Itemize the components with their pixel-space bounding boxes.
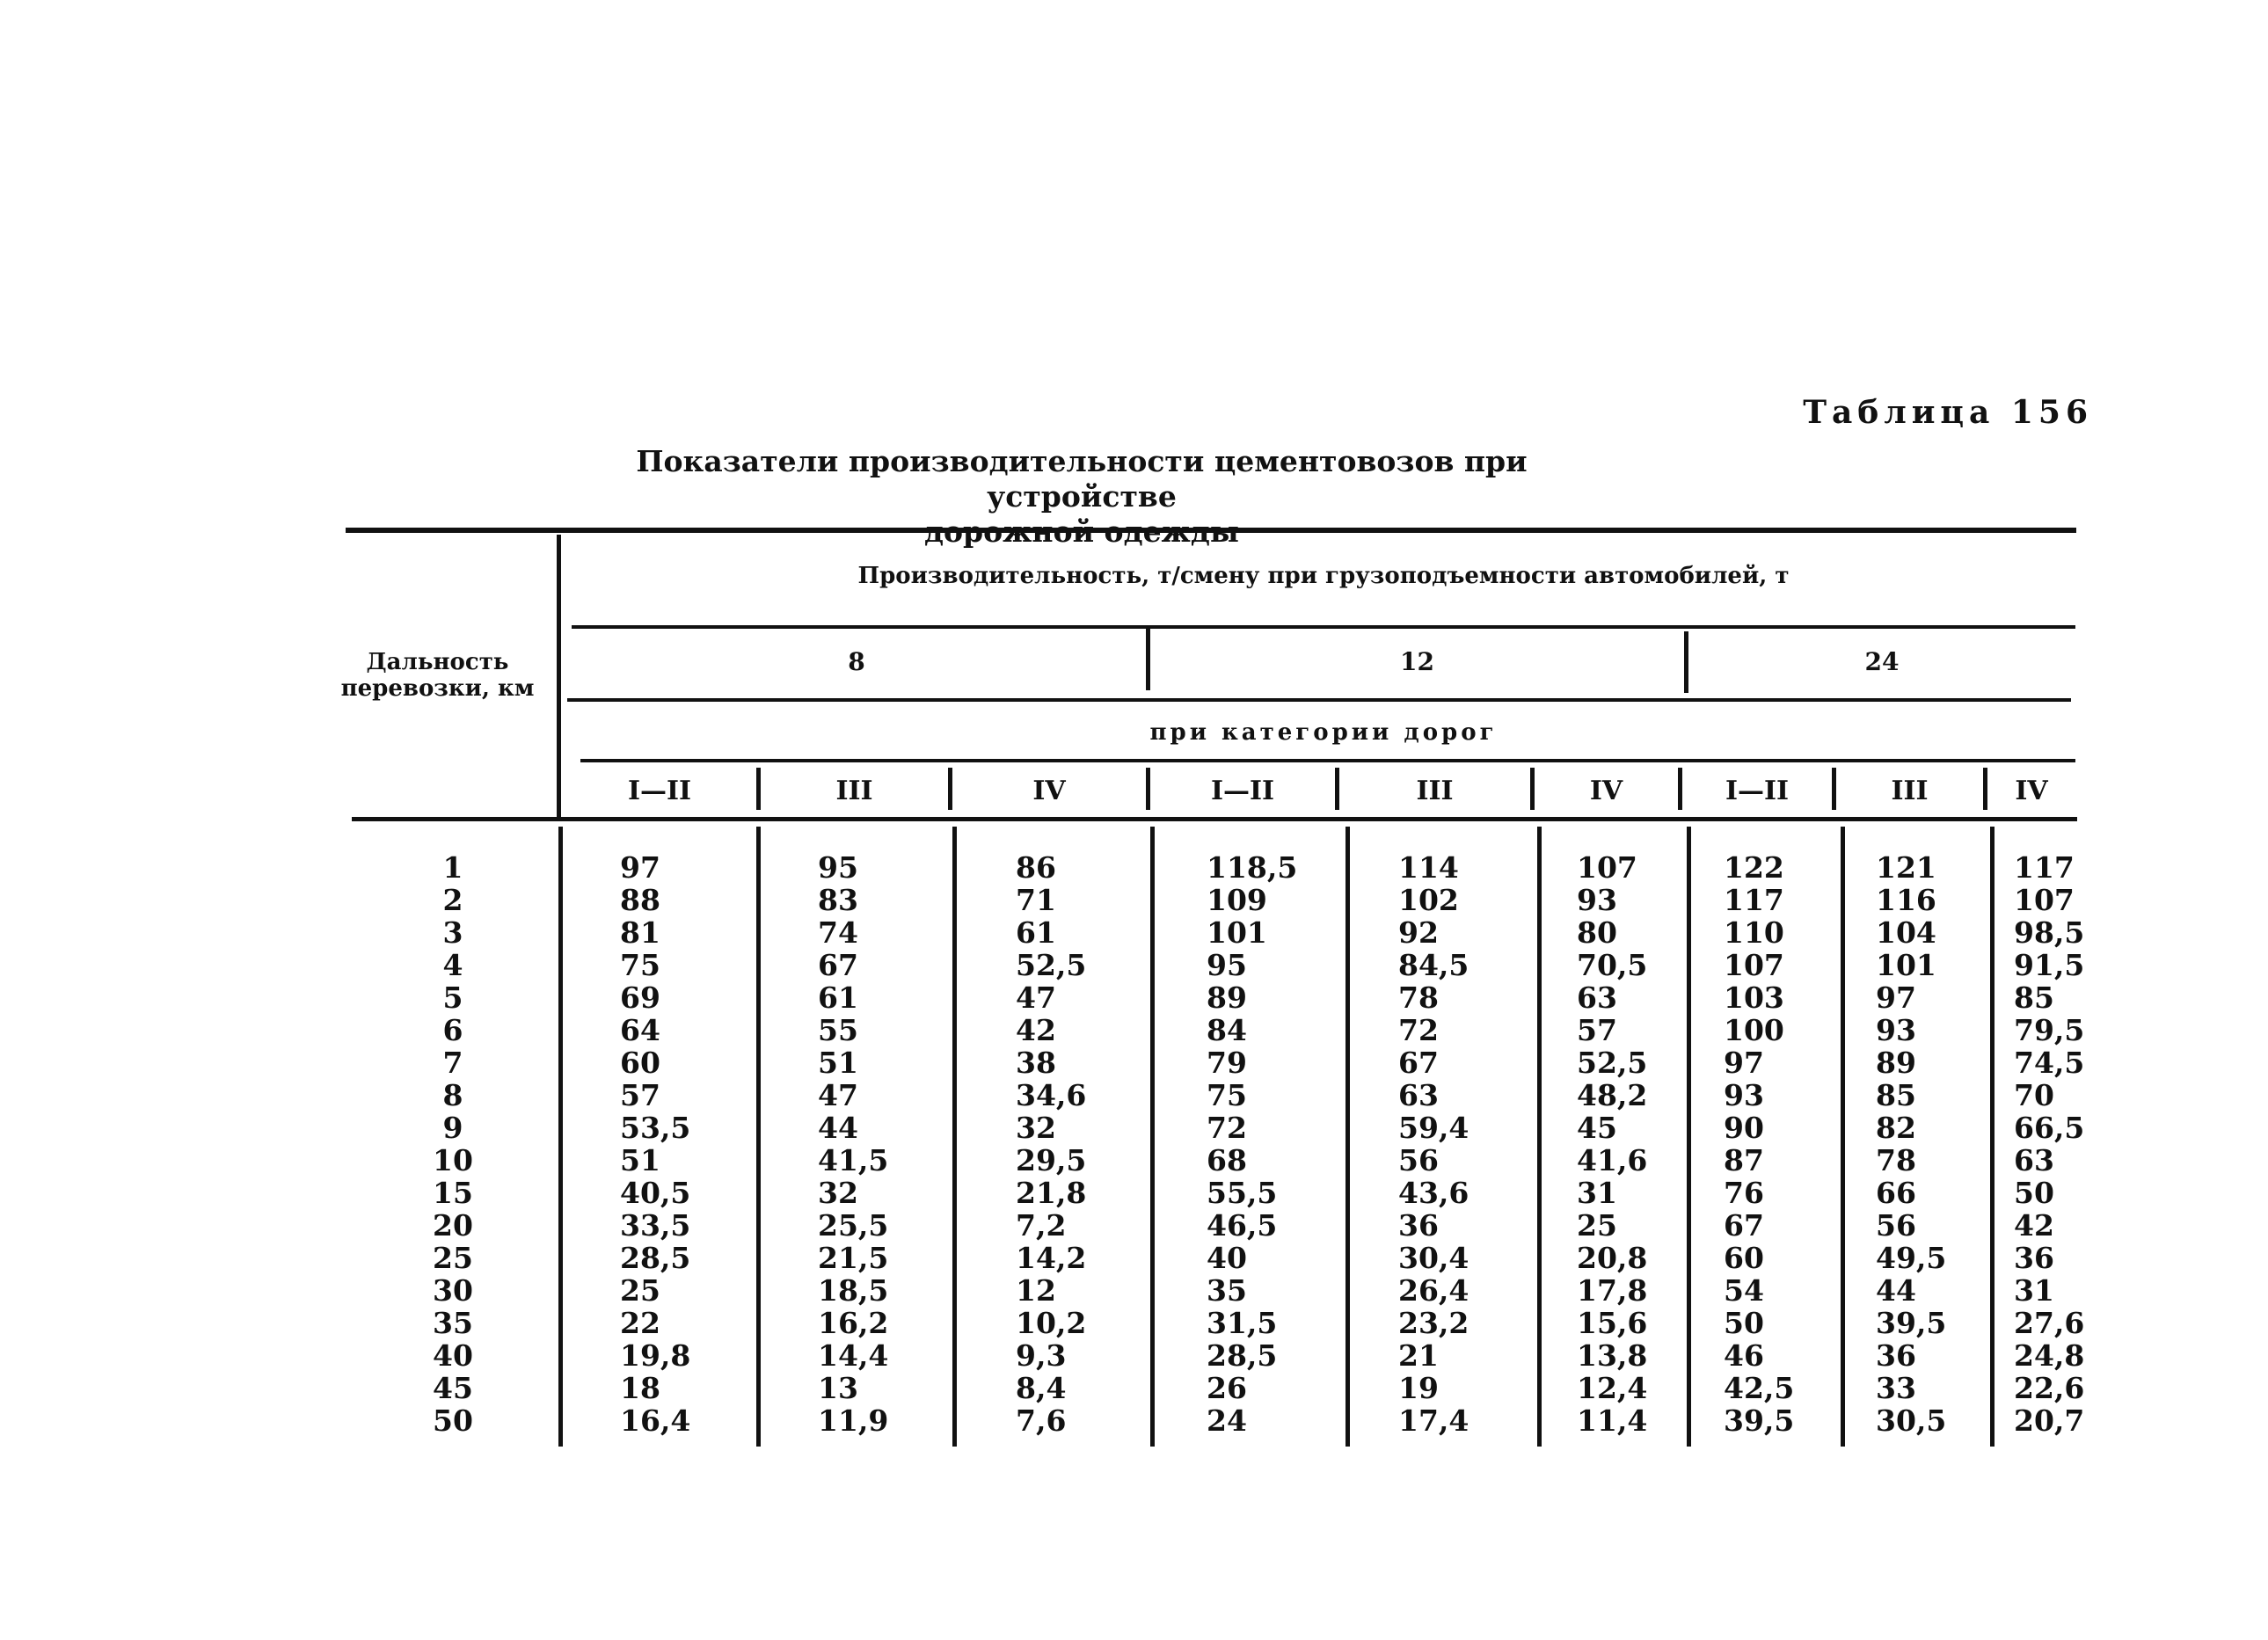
table-cell: 121 xyxy=(1876,850,1936,885)
table-cell: 12,4 xyxy=(1577,1371,1648,1405)
table-cell: 39,5 xyxy=(1724,1403,1795,1438)
table-cell: 28,5 xyxy=(1207,1338,1278,1373)
body-divider-0 xyxy=(558,827,563,1447)
table-cell: 2 xyxy=(442,883,463,917)
table-cell: 79 xyxy=(1207,1046,1247,1080)
column-24t-iv xyxy=(2014,851,2084,1437)
table-cell: 25 xyxy=(620,1273,660,1308)
table-cell: 35 xyxy=(433,1306,473,1340)
table-cell: 97 xyxy=(620,850,660,885)
table-cell: 102 xyxy=(1398,883,1459,917)
body-divider-1 xyxy=(756,827,761,1447)
table-cell: 61 xyxy=(818,980,858,1015)
table-cell: 47 xyxy=(818,1078,858,1112)
table-cell: 20 xyxy=(433,1208,473,1243)
category-12t-iii: III xyxy=(1416,776,1454,806)
table-cell: 10 xyxy=(433,1143,473,1177)
table-cell: 84 xyxy=(1207,1013,1247,1047)
table-cell: 67 xyxy=(1398,1046,1439,1080)
table-cell: 86 xyxy=(1016,850,1056,885)
table-cell: 39,5 xyxy=(1876,1306,1947,1340)
table-cell: 14,4 xyxy=(818,1338,889,1373)
category-rule xyxy=(580,759,2075,762)
table-title-line-1: Показатели производительности цементовозов при устройстве xyxy=(636,444,1528,514)
table-cell: 15 xyxy=(433,1176,473,1210)
body-divider-3 xyxy=(1150,827,1155,1447)
table-cell: 78 xyxy=(1398,980,1439,1015)
table-cell: 41,5 xyxy=(818,1143,889,1177)
table-cell: 30,4 xyxy=(1398,1241,1469,1275)
table-cell: 41,6 xyxy=(1577,1143,1648,1177)
body-divider-5 xyxy=(1537,827,1542,1447)
column-24t-i-ii xyxy=(1724,851,1794,1437)
table-cell: 101 xyxy=(1876,948,1936,982)
table-cell: 44 xyxy=(818,1111,858,1145)
table-cell: 93 xyxy=(1876,1013,1916,1047)
table-cell: 49,5 xyxy=(1876,1241,1947,1275)
table-cell: 16,4 xyxy=(620,1403,691,1438)
table-cell: 28,5 xyxy=(620,1241,691,1275)
table-cell: 66 xyxy=(1876,1176,1916,1210)
table-cell: 40,5 xyxy=(620,1176,691,1210)
table-cell: 50 xyxy=(433,1403,473,1438)
table-cell: 8,4 xyxy=(1016,1371,1067,1405)
table-cell: 29,5 xyxy=(1016,1143,1087,1177)
table-cell: 20,8 xyxy=(1577,1241,1648,1275)
table-cell: 38 xyxy=(1016,1046,1056,1080)
table-cell: 32 xyxy=(818,1176,858,1210)
table-cell: 107 xyxy=(2014,883,2075,917)
table-cell: 9 xyxy=(442,1111,463,1145)
table-cell: 31 xyxy=(2014,1273,2054,1308)
table-cell: 50 xyxy=(2014,1176,2054,1210)
table-cell: 103 xyxy=(1724,980,1784,1015)
table-cell: 70 xyxy=(2014,1078,2054,1112)
table-cell: 80 xyxy=(1577,915,1617,950)
table-cell: 42 xyxy=(1016,1013,1056,1047)
table-cell: 100 xyxy=(1724,1013,1784,1047)
table-cell: 51 xyxy=(620,1143,660,1177)
category-24t-iv: IV xyxy=(2015,776,2048,806)
table-cell: 91,5 xyxy=(2014,948,2085,982)
table-cell: 79,5 xyxy=(2014,1013,2085,1047)
table-cell: 31,5 xyxy=(1207,1306,1278,1340)
table-cell: 55 xyxy=(818,1013,858,1047)
table-cell: 104 xyxy=(1876,915,1936,950)
table-cell: 55,5 xyxy=(1207,1176,1278,1210)
table-cell: 25 xyxy=(433,1241,473,1275)
table-cell: 71 xyxy=(1016,883,1056,917)
table-title xyxy=(616,444,1548,550)
table-cell: 17,4 xyxy=(1398,1403,1469,1438)
table-cell: 84,5 xyxy=(1398,948,1469,982)
table-cell: 64 xyxy=(620,1013,660,1047)
table-cell: 27,6 xyxy=(2014,1306,2085,1340)
table-cell: 25 xyxy=(1577,1208,1617,1243)
table-cell: 13,8 xyxy=(1577,1338,1648,1373)
table-cell: 42,5 xyxy=(1724,1371,1795,1405)
table-cell: 26 xyxy=(1207,1371,1247,1405)
table-cell: 36 xyxy=(1398,1208,1439,1243)
table-cell: 78 xyxy=(1876,1143,1916,1177)
table-cell: 101 xyxy=(1207,915,1267,950)
table-cell: 45 xyxy=(1577,1111,1617,1145)
table-cell: 53,5 xyxy=(620,1111,691,1145)
table-cell: 43,6 xyxy=(1398,1176,1469,1210)
category-8t-iii: III xyxy=(835,776,873,806)
table-cell: 7,6 xyxy=(1016,1403,1067,1438)
body-divider-8 xyxy=(1990,827,1995,1447)
table-cell: 122 xyxy=(1724,850,1784,885)
table-cell: 60 xyxy=(1724,1241,1764,1275)
table-cell: 97 xyxy=(1724,1046,1764,1080)
table-cell: 89 xyxy=(1876,1046,1916,1080)
table-cell: 3 xyxy=(442,915,463,950)
table-cell: 81 xyxy=(620,915,660,950)
distance-column xyxy=(387,851,519,1437)
table-cell: 10,2 xyxy=(1016,1306,1087,1340)
table-cell: 20,7 xyxy=(2014,1403,2085,1438)
table-cell: 42 xyxy=(2014,1208,2054,1243)
table-cell: 52,5 xyxy=(1577,1046,1648,1080)
capacity-12: 12 xyxy=(1400,647,1434,676)
column-8t-i-ii xyxy=(620,851,690,1437)
table-cell: 7,2 xyxy=(1016,1208,1067,1243)
table-cell: 18 xyxy=(620,1371,660,1405)
table-cell: 67 xyxy=(818,948,858,982)
table-cell: 47 xyxy=(1016,980,1056,1015)
table-cell: 66,5 xyxy=(2014,1111,2085,1145)
table-cell: 21,8 xyxy=(1016,1176,1087,1210)
table-cell: 117 xyxy=(2014,850,2075,885)
table-cell: 45 xyxy=(433,1371,473,1405)
table-cell: 59,4 xyxy=(1398,1111,1469,1145)
table-cell: 60 xyxy=(620,1046,660,1080)
road-category-rule xyxy=(567,698,2071,702)
table-cell: 70,5 xyxy=(1577,948,1648,982)
table-cell: 46 xyxy=(1724,1338,1764,1373)
table-cell: 8 xyxy=(442,1078,463,1112)
table-cell: 46,5 xyxy=(1207,1208,1278,1243)
table-cell: 17,8 xyxy=(1577,1273,1648,1308)
table-cell: 5 xyxy=(442,980,463,1015)
table-cell: 110 xyxy=(1724,915,1784,950)
column-8t-iii xyxy=(818,851,888,1437)
table-cell: 1 xyxy=(442,850,463,885)
category-12t-iv: IV xyxy=(1589,776,1623,806)
table-cell: 56 xyxy=(1876,1208,1916,1243)
table-cell: 85 xyxy=(1876,1078,1916,1112)
category-8t-i-ii: I—II xyxy=(627,776,692,806)
table-cell: 51 xyxy=(818,1046,858,1080)
body-divider-2 xyxy=(952,827,957,1447)
table-cell: 26,4 xyxy=(1398,1273,1469,1308)
table-cell: 21 xyxy=(1398,1338,1439,1373)
table-cell: 4 xyxy=(442,948,463,982)
column-24t-iii xyxy=(1876,851,1946,1437)
body-divider-4 xyxy=(1345,827,1350,1447)
table-cell: 33 xyxy=(1876,1371,1916,1405)
table-cell: 19 xyxy=(1398,1371,1439,1405)
table-cell: 95 xyxy=(818,850,858,885)
body-divider-6 xyxy=(1687,827,1691,1447)
capacity-rule xyxy=(572,625,2075,629)
capacity-24: 24 xyxy=(1864,647,1900,676)
table-cell: 116 xyxy=(1876,883,1936,917)
table-cell: 18,5 xyxy=(818,1273,889,1308)
productivity-header: Производительность, т/смену при грузоподъемности автомобилей, т xyxy=(857,563,1790,589)
table-cell: 88 xyxy=(620,883,660,917)
category-12t-i-ii: I—II xyxy=(1210,776,1275,806)
table-cell: 6 xyxy=(442,1013,463,1047)
table-cell: 54 xyxy=(1724,1273,1764,1308)
table-cell: 89 xyxy=(1207,980,1247,1015)
table-cell: 74 xyxy=(818,915,858,950)
table-cell: 117 xyxy=(1724,883,1784,917)
category-8t-iv: IV xyxy=(1032,776,1066,806)
table-cell: 9,3 xyxy=(1016,1338,1067,1373)
table-cell: 118,5 xyxy=(1207,850,1298,885)
body-divider-7 xyxy=(1841,827,1845,1447)
stub-divider xyxy=(557,535,561,818)
table-cell: 67 xyxy=(1724,1208,1764,1243)
table-cell: 48,2 xyxy=(1577,1078,1648,1112)
table-cell: 63 xyxy=(1398,1078,1439,1112)
table-cell: 93 xyxy=(1577,883,1617,917)
table-cell: 31 xyxy=(1577,1176,1617,1210)
category-24t-iii: III xyxy=(1891,776,1929,806)
table-cell: 109 xyxy=(1207,883,1267,917)
table-cell: 61 xyxy=(1016,915,1056,950)
table-cell: 33,5 xyxy=(620,1208,691,1243)
table-cell: 24,8 xyxy=(2014,1338,2085,1373)
road-category-header: при категории дорог xyxy=(1149,719,1498,746)
table-cell: 25,5 xyxy=(818,1208,889,1243)
table-cell: 23,2 xyxy=(1398,1306,1469,1340)
column-8t-iv xyxy=(1016,851,1086,1437)
capacity-8: 8 xyxy=(848,647,865,676)
distance-header: Дальность перевозки, км xyxy=(340,649,535,702)
table-cell: 63 xyxy=(1577,980,1617,1015)
table-cell: 15,6 xyxy=(1577,1306,1648,1340)
column-12t-iv xyxy=(1577,851,1647,1437)
table-cell: 57 xyxy=(1577,1013,1617,1047)
table-cell: 32 xyxy=(1016,1111,1056,1145)
table-cell: 83 xyxy=(818,883,858,917)
table-cell: 14,2 xyxy=(1016,1241,1087,1275)
table-cell: 95 xyxy=(1207,948,1247,982)
table-cell: 85 xyxy=(2014,980,2054,1015)
table-cell: 16,2 xyxy=(818,1306,889,1340)
table-cell: 68 xyxy=(1207,1143,1247,1177)
table-cell: 36 xyxy=(1876,1338,1916,1373)
table-cell: 63 xyxy=(2014,1143,2054,1177)
header-bottom-rule xyxy=(352,817,2077,821)
column-12t-i-ii xyxy=(1207,851,1297,1437)
table-cell: 30 xyxy=(433,1273,473,1308)
table-cell: 36 xyxy=(2014,1241,2054,1275)
table-cell: 22 xyxy=(620,1306,660,1340)
table-cell: 69 xyxy=(620,980,660,1015)
table-cell: 24 xyxy=(1207,1403,1247,1438)
table-cell: 72 xyxy=(1398,1013,1439,1047)
table-cell: 107 xyxy=(1577,850,1637,885)
category-24t-i-ii: I—II xyxy=(1725,776,1790,806)
table-cell: 82 xyxy=(1876,1111,1916,1145)
column-12t-iii xyxy=(1398,851,1469,1437)
table-cell: 74,5 xyxy=(2014,1046,2085,1080)
table-cell: 75 xyxy=(620,948,660,982)
table-cell: 40 xyxy=(433,1338,473,1373)
table-cell: 11,4 xyxy=(1577,1403,1648,1438)
table-cell: 22,6 xyxy=(2014,1371,2085,1405)
table-cell: 90 xyxy=(1724,1111,1764,1145)
table-cell: 114 xyxy=(1398,850,1459,885)
table-cell: 93 xyxy=(1724,1078,1764,1112)
table-cell: 56 xyxy=(1398,1143,1439,1177)
table-cell: 35 xyxy=(1207,1273,1247,1308)
table-cell: 34,6 xyxy=(1016,1078,1087,1112)
table-cell: 30,5 xyxy=(1876,1403,1947,1438)
table-cell: 52,5 xyxy=(1016,948,1087,982)
table-cell: 57 xyxy=(620,1078,660,1112)
table-cell: 72 xyxy=(1207,1111,1247,1145)
table-cell: 40 xyxy=(1207,1241,1247,1275)
table-cell: 75 xyxy=(1207,1078,1247,1112)
table-cell: 98,5 xyxy=(2014,915,2085,950)
table-number-label: Таблица 156 xyxy=(1803,394,2093,431)
table-cell: 87 xyxy=(1724,1143,1764,1177)
table-cell: 7 xyxy=(442,1046,463,1080)
table-cell: 92 xyxy=(1398,915,1439,950)
table-cell: 11,9 xyxy=(818,1403,889,1438)
table-cell: 21,5 xyxy=(818,1241,889,1275)
table-cell: 19,8 xyxy=(620,1338,691,1373)
table-cell: 76 xyxy=(1724,1176,1764,1210)
table-cell: 44 xyxy=(1876,1273,1916,1308)
table-cell: 97 xyxy=(1876,980,1916,1015)
table-cell: 50 xyxy=(1724,1306,1764,1340)
table-cell: 107 xyxy=(1724,948,1784,982)
top-rule xyxy=(346,528,2076,533)
table-cell: 13 xyxy=(818,1371,858,1405)
table-cell: 12 xyxy=(1016,1273,1056,1308)
